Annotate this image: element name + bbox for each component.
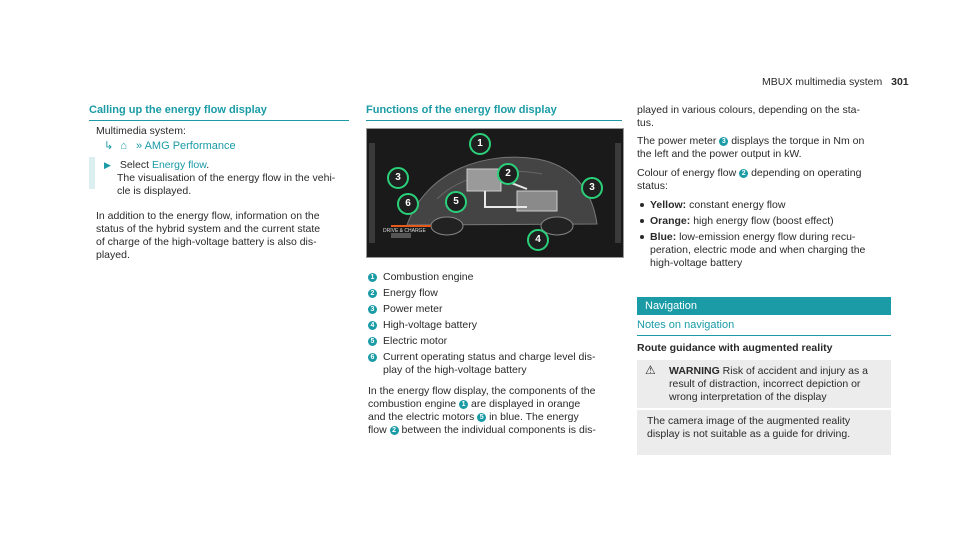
step-select	[104, 159, 209, 172]
col2-para-line-2	[368, 398, 580, 411]
para-ref-2: 2	[390, 426, 399, 435]
warning-triangle-icon: ⚠	[645, 363, 656, 377]
legend-item-6	[368, 351, 595, 364]
legend-num-1: 1	[368, 273, 377, 282]
figure-caption: DRIVE & CHARGE	[383, 228, 426, 234]
callout-3-left: 3	[387, 167, 409, 189]
legend-text-1: Combustion engine	[383, 271, 474, 283]
warning-label: WARNING	[669, 365, 720, 377]
bullet-text-yellow: constant energy flow	[689, 199, 786, 211]
bullet-text-blue: low-emission energy flow during recu-	[679, 231, 856, 243]
legend-text-4: High-voltage battery	[383, 319, 477, 331]
col1-para-line-1: In addition to the energy flow, information on the	[96, 210, 320, 222]
col3-cont-line-1: played in various colours, depending on the sta-	[637, 104, 860, 116]
legend-item-2	[368, 287, 438, 300]
bullet-dot	[640, 203, 644, 207]
callout-3-right: 3	[581, 177, 603, 199]
step-marker-bar	[89, 157, 95, 189]
para-combustion-text: combustion engine	[368, 398, 457, 410]
legend-text-5: Electric motor	[383, 335, 448, 347]
nav-path-amg: AMG Performance	[144, 140, 236, 152]
warning-body-2: display is not suitable as a guide for driving.	[647, 428, 851, 440]
system-label: Multimedia system:	[96, 125, 186, 137]
callout-2: 2	[497, 163, 519, 185]
legend-text-2: Energy flow	[383, 287, 438, 299]
legend-num-4: 4	[368, 321, 377, 330]
step-line-3: cle is displayed.	[117, 185, 192, 197]
navigation-band: Navigation	[637, 297, 891, 315]
step-link-energy-flow: Energy flow	[151, 159, 207, 171]
legend-num-3: 3	[368, 305, 377, 314]
notes-heading: Notes on navigation	[637, 319, 891, 336]
bullet-blue-line-3: high-voltage battery	[650, 257, 743, 269]
step-suffix: .	[206, 159, 210, 171]
energy-colour-line-1	[637, 167, 861, 180]
power-meter-line-1	[637, 135, 864, 148]
para-flow-text: flow	[368, 424, 387, 436]
legend-item-4	[368, 319, 477, 332]
bullet-orange	[640, 215, 834, 228]
callout-5: 5	[445, 191, 467, 213]
col2-para-line-4	[368, 424, 596, 437]
col1-para-line-4: played.	[96, 249, 130, 261]
pm-ref-3: 3	[719, 137, 728, 146]
section-heading-calling-up: Calling up the energy flow display	[89, 104, 349, 121]
double-chevron-icon: »	[136, 140, 143, 152]
legend-item-3	[368, 303, 443, 316]
legend-text-6: Current operating status and charge level dis-	[383, 351, 596, 363]
pm-text-b: displays the torque in Nm on	[731, 135, 865, 147]
bullet-dot	[640, 219, 644, 223]
step-prefix: Select	[119, 159, 150, 171]
col1-para-line-3: of charge of the high-voltage battery is also dis-	[96, 236, 317, 248]
warning-body-1: The camera image of the augmented reality	[647, 415, 851, 427]
warning-box	[637, 360, 891, 455]
para-ref-1: 1	[459, 400, 468, 409]
step-line-2: The visualisation of the energy flow in the vehi-	[117, 172, 336, 184]
energy-flow-figure	[366, 128, 624, 258]
bullet-blue	[640, 231, 855, 244]
bullet-label-blue: Blue:	[650, 231, 677, 243]
col2-para-line-3	[368, 411, 579, 424]
callout-4: 4	[527, 229, 549, 251]
header-title: MBUX multimedia system	[762, 76, 883, 88]
running-header	[762, 76, 909, 89]
legend-6-line-2: play of the high-voltage battery	[383, 364, 527, 376]
energy-colour-line-2: status:	[637, 180, 668, 192]
ef-text-b: depending on operating	[751, 167, 862, 179]
bullet-yellow	[640, 199, 785, 212]
col3-cont-line-2: tus.	[637, 117, 654, 129]
warning-separator	[637, 408, 891, 410]
col1-para-line-2: status of the hybrid system and the current state	[96, 223, 321, 235]
col2-para-line-1: In the energy flow display, the components of the	[368, 385, 596, 397]
warning-line-3: wrong interpretation of the display	[669, 391, 827, 403]
callout-1: 1	[469, 133, 491, 155]
bullet-label-yellow: Yellow:	[650, 199, 687, 211]
route-guidance-heading: Route guidance with augmented reality	[637, 342, 833, 354]
warning-line-2: result of distraction, incorrect depiction or	[669, 378, 861, 390]
home-icon: ⌂	[120, 140, 127, 152]
legend-num-5: 5	[368, 337, 377, 346]
section-heading-functions: Functions of the energy flow display	[366, 104, 622, 121]
para-blue-text: in blue. The energy	[489, 411, 579, 423]
warning-text-1: Risk of accident and injury as a	[722, 365, 868, 377]
arrow-right-icon: ↳	[104, 140, 114, 152]
callout-6: 6	[397, 193, 419, 215]
legend-num-6: 6	[368, 353, 377, 362]
legend-text-3: Power meter	[383, 303, 443, 315]
ef-ref-2: 2	[739, 169, 748, 178]
power-meter-line-2: the left and the power output in kW.	[637, 148, 802, 160]
ef-text-a: Colour of energy flow	[637, 167, 737, 179]
page-number: 301	[891, 76, 909, 88]
para-ref-5: 5	[477, 413, 486, 422]
pm-text-a: The power meter	[637, 135, 717, 147]
warning-line-1	[669, 365, 868, 378]
play-triangle-icon: ▶	[104, 160, 111, 170]
para-orange-text: are displayed in orange	[471, 398, 581, 410]
legend-num-2: 2	[368, 289, 377, 298]
bullet-label-orange: Orange:	[650, 215, 691, 227]
para-motors-text: and the electric motors	[368, 411, 475, 423]
menu-path	[104, 140, 236, 153]
bullet-text-orange: high energy flow (boost effect)	[693, 215, 834, 227]
bullet-dot	[640, 235, 644, 239]
bullet-blue-line-2: peration, electric mode and when charging the	[650, 244, 866, 256]
legend-item-1	[368, 271, 473, 284]
legend-item-5	[368, 335, 447, 348]
para-between-text: between the individual components is dis-	[401, 424, 596, 436]
